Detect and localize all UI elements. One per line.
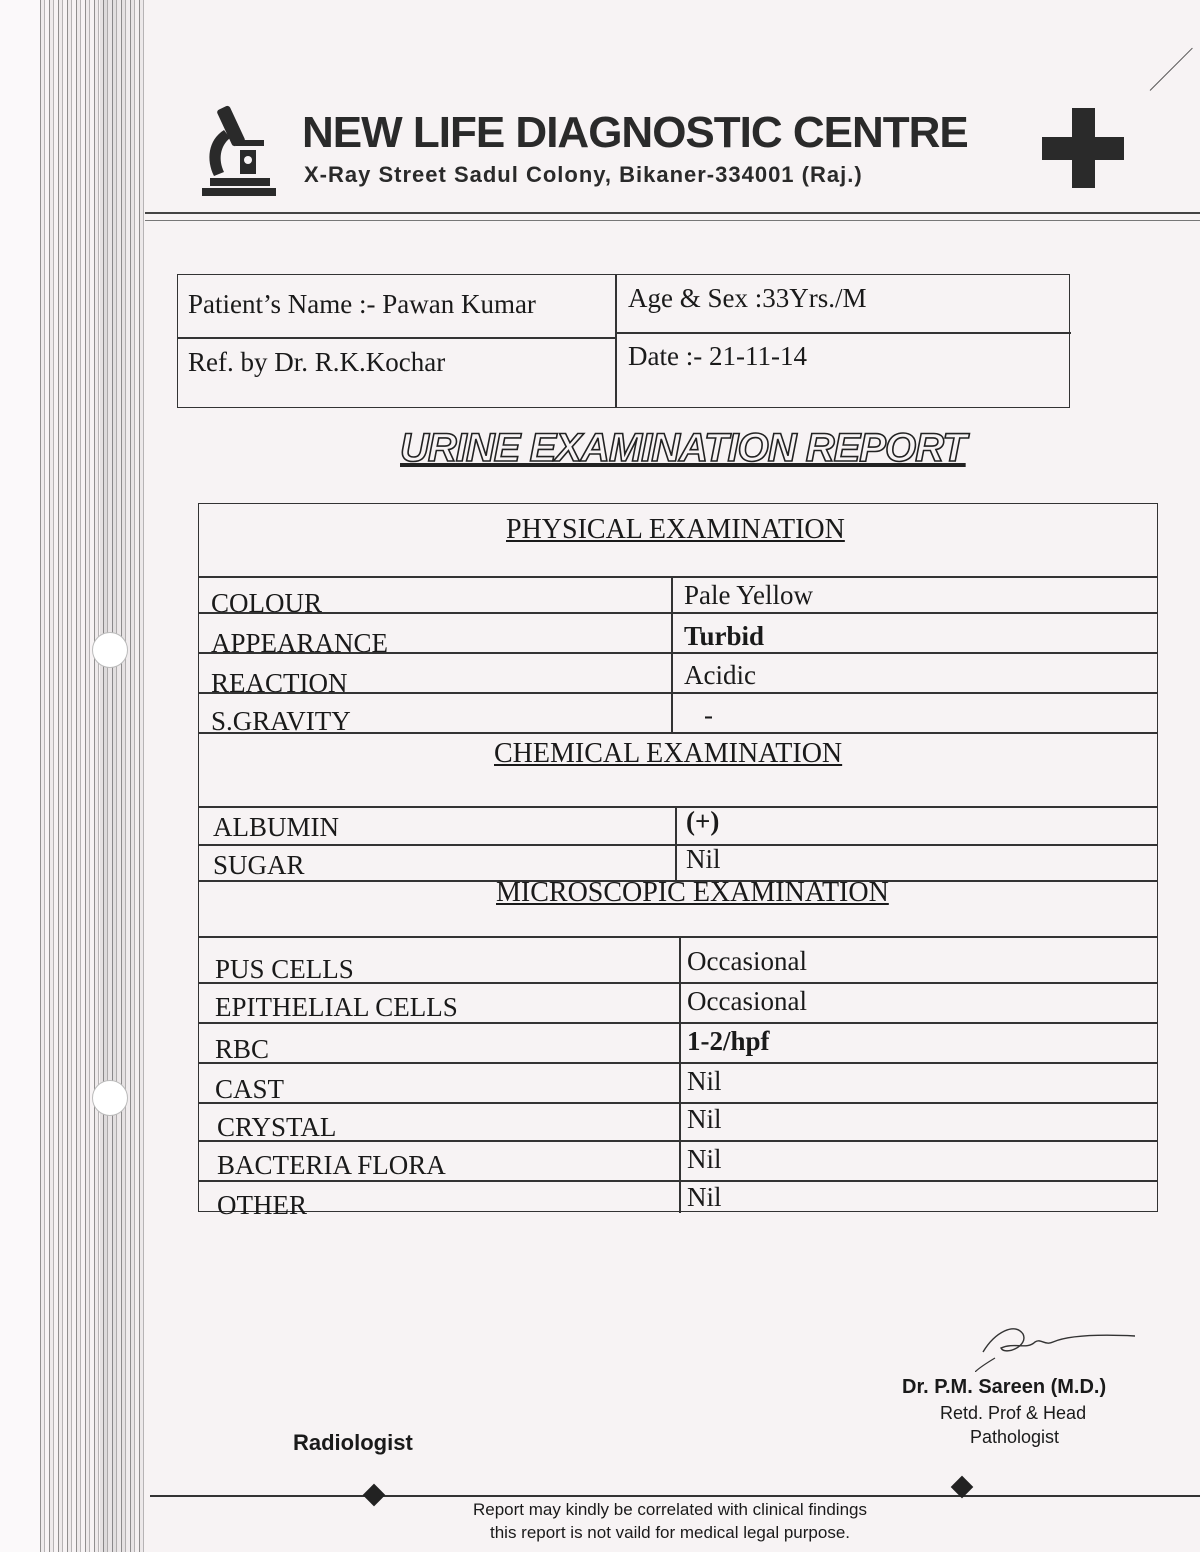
param-label: EPITHELIAL CELLS bbox=[215, 992, 458, 1022]
centre-name: NEW LIFE DIAGNOSTIC CENTRE bbox=[302, 108, 968, 157]
param-value: Nil bbox=[687, 1104, 722, 1134]
radiologist-label: Radiologist bbox=[293, 1430, 413, 1455]
param-value: 1-2/hpf bbox=[687, 1026, 770, 1056]
scan-edge-streaks bbox=[40, 0, 145, 1552]
param-label: ALBUMIN bbox=[213, 812, 339, 842]
param-label: S.GRAVITY bbox=[211, 706, 351, 736]
param-label: SUGAR bbox=[213, 850, 305, 880]
param-value: Nil bbox=[687, 1182, 722, 1212]
param-label: BACTERIA FLORA bbox=[217, 1150, 446, 1180]
punch-hole bbox=[92, 632, 128, 668]
signatory-name: Dr. P.M. Sareen (M.D.) bbox=[902, 1376, 1107, 1398]
param-label: CAST bbox=[215, 1074, 285, 1104]
punch-hole bbox=[92, 1080, 128, 1116]
param-label: APPEARANCE bbox=[211, 628, 389, 658]
param-value: Turbid bbox=[684, 621, 765, 651]
param-value: Acidic bbox=[684, 660, 756, 690]
footer-note-line2: this report is not vaild for medical legal purpose. bbox=[489, 1523, 850, 1542]
param-value: Occasional bbox=[687, 986, 807, 1016]
param-value: (+) bbox=[686, 806, 720, 836]
section-title-chemical: CHEMICAL EXAMINATION bbox=[494, 738, 843, 769]
footer-rule bbox=[150, 1495, 1200, 1497]
param-label: PUS CELLS bbox=[215, 954, 354, 984]
report-title: URINE EXAMINATION REPORT bbox=[400, 426, 966, 470]
patient-name: Patient’s Name :- Pawan Kumar bbox=[188, 289, 536, 319]
param-value: - bbox=[704, 700, 713, 730]
param-label: CRYSTAL bbox=[217, 1112, 337, 1142]
patient-info-box bbox=[177, 274, 1070, 408]
medical-cross-icon bbox=[1042, 108, 1124, 188]
param-value: Nil bbox=[687, 1144, 722, 1174]
param-label: OTHER bbox=[217, 1190, 307, 1220]
signature bbox=[975, 1312, 1145, 1372]
param-value: Pale Yellow bbox=[684, 580, 814, 610]
scan-mark bbox=[1150, 48, 1193, 91]
signatory-role: Pathologist bbox=[970, 1427, 1060, 1447]
section-title-microscopic: MICROSCOPIC EXAMINATION bbox=[496, 877, 889, 908]
param-value: Nil bbox=[686, 844, 721, 874]
patient-age-sex: Age & Sex :33Yrs./M bbox=[628, 283, 867, 313]
param-label: REACTION bbox=[211, 668, 348, 698]
param-label: RBC bbox=[215, 1034, 270, 1064]
microscope-icon bbox=[200, 100, 280, 200]
centre-address: X-Ray Street Sadul Colony, Bikaner-334001 (Raj.) bbox=[304, 162, 863, 187]
header-rule bbox=[145, 212, 1200, 214]
referred-by: Ref. by Dr. R.K.Kochar bbox=[188, 347, 446, 377]
signatory-title: Retd. Prof & Head bbox=[940, 1403, 1087, 1423]
param-value: Occasional bbox=[687, 946, 807, 976]
results-table bbox=[198, 503, 1158, 1220]
header-rule bbox=[145, 220, 1200, 221]
report-date: Date :- 21-11-14 bbox=[628, 341, 807, 371]
footer-note-line1: Report may kindly be correlated with clinical findings bbox=[472, 1500, 867, 1519]
param-label: COLOUR bbox=[211, 588, 323, 618]
param-value: Nil bbox=[687, 1066, 722, 1096]
page-margin bbox=[0, 0, 40, 1552]
section-title-physical: PHYSICAL EXAMINATION bbox=[506, 514, 845, 545]
